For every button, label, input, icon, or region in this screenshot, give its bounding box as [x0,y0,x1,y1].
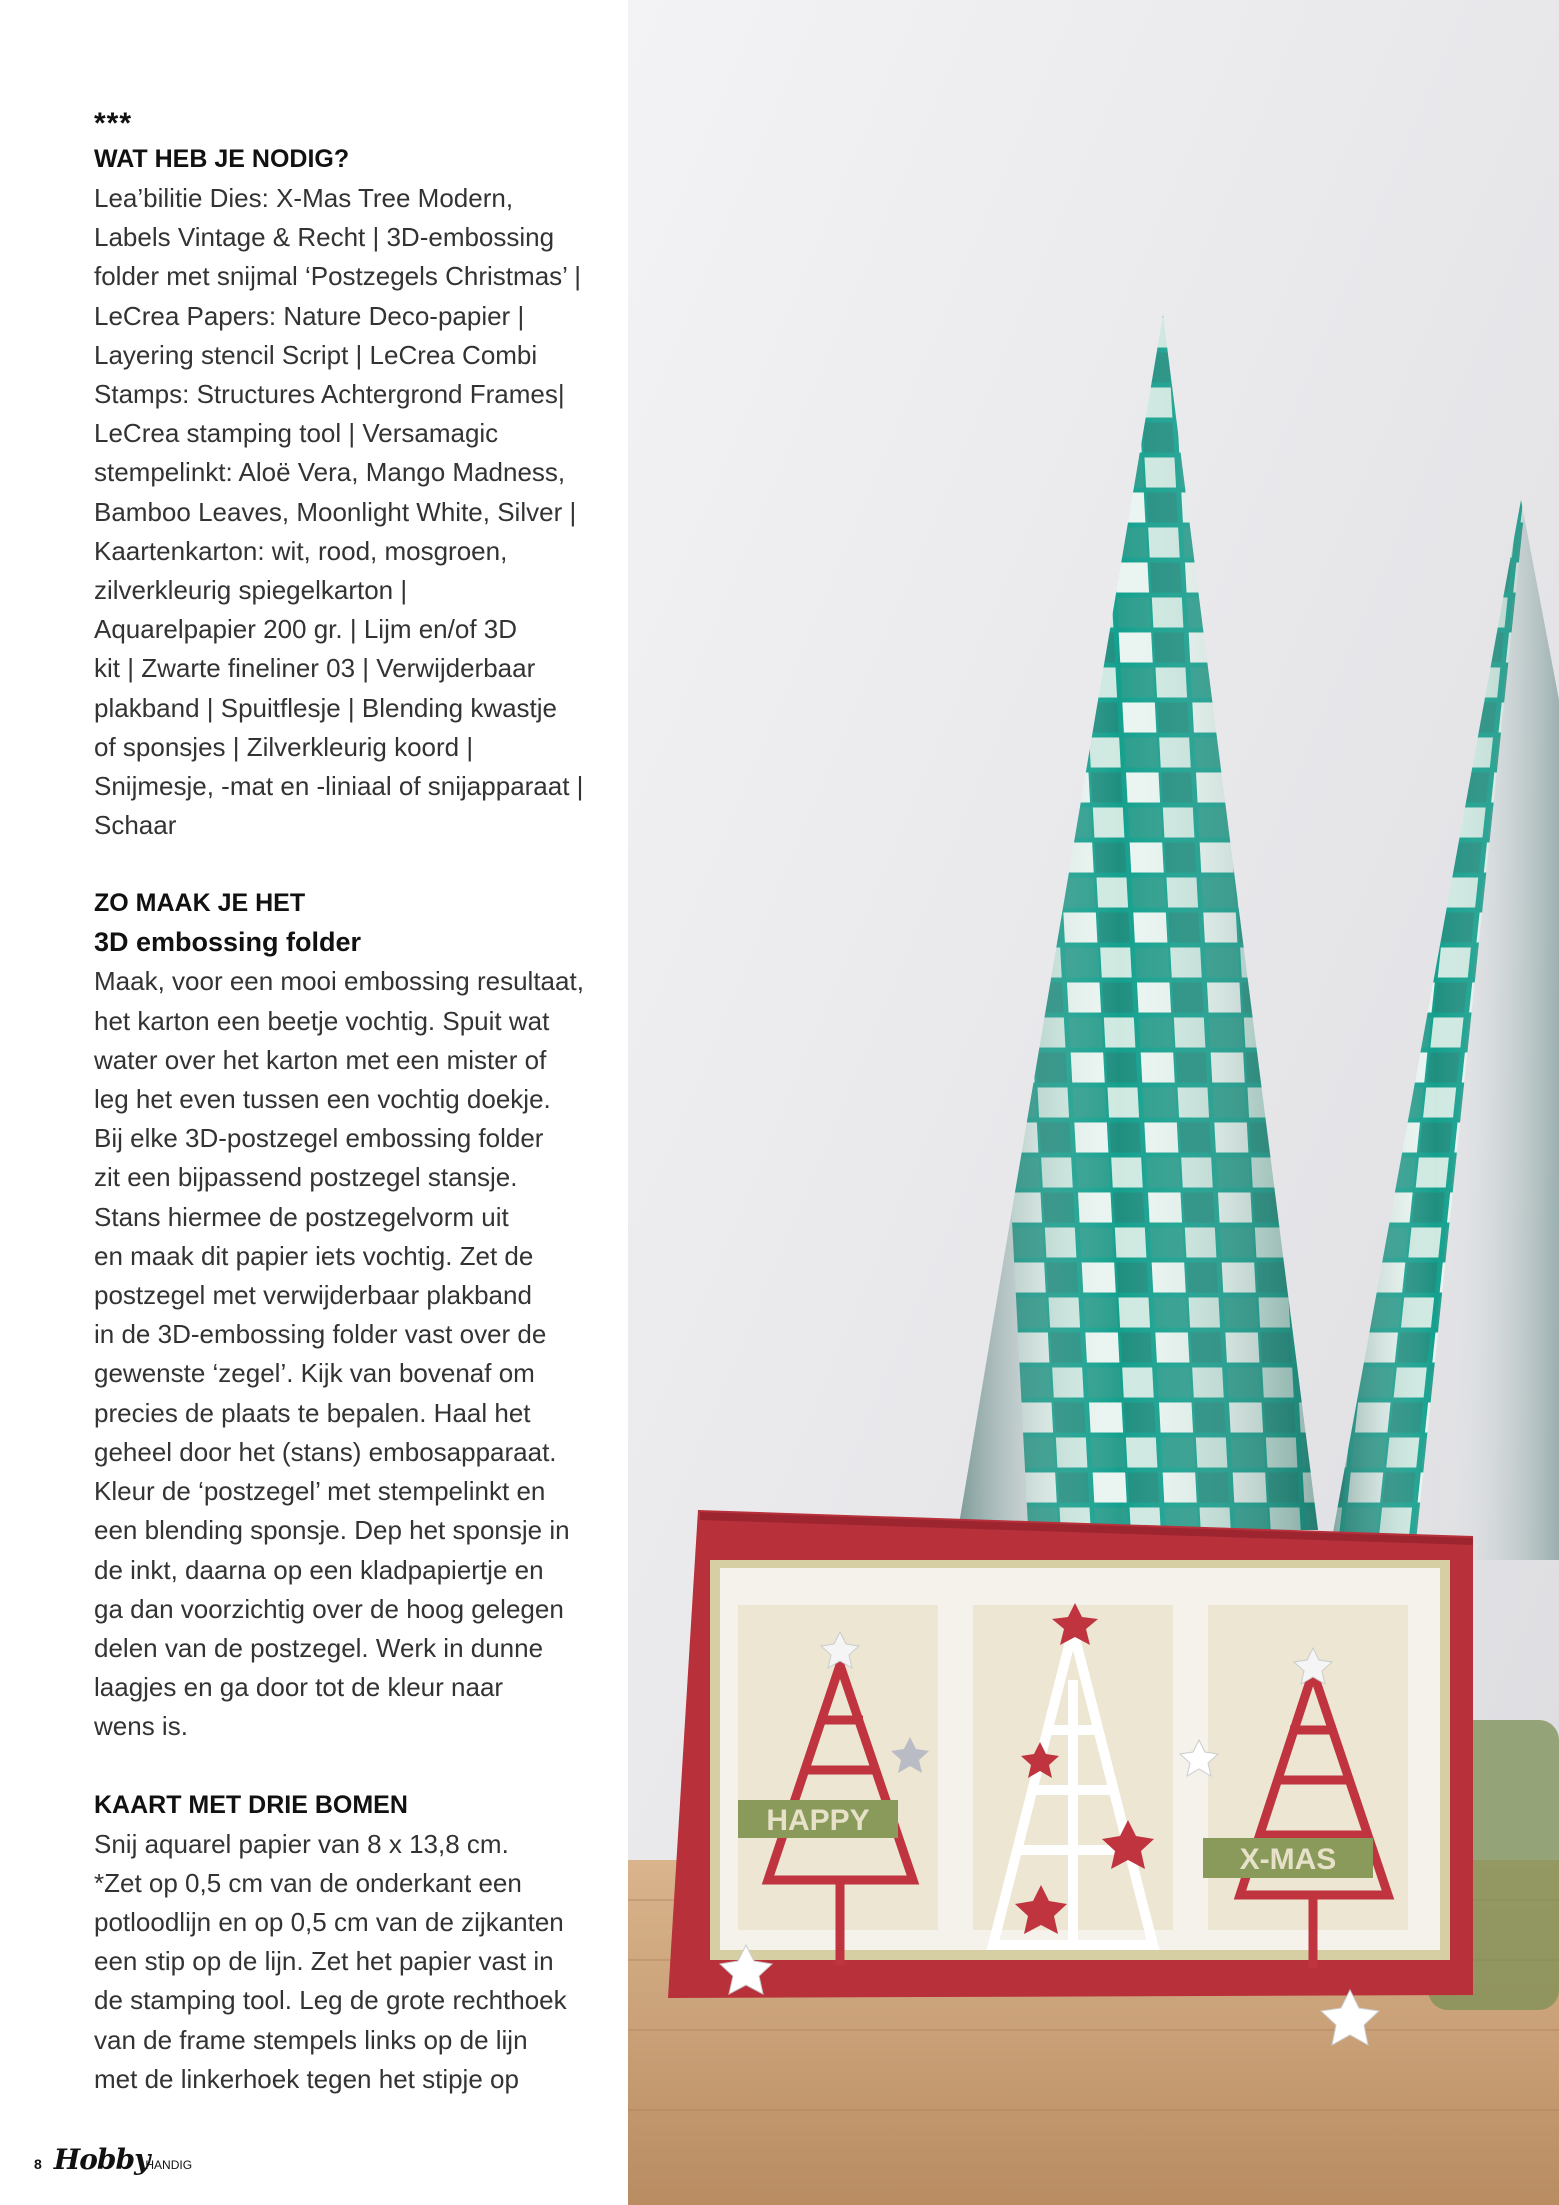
card-line: een stip op de lijn. Zet het papier vast in [94,1946,554,1977]
brand-logo-sub: HANDIG [145,2158,193,2172]
materials-line: Kaartenkarton: wit, rood, mosgroen, [94,535,508,566]
photo-illustration [628,0,1559,2205]
page-number: 8 [34,2156,42,2172]
embossing-line: precies de plaats te bepalen. Haal het [94,1397,531,1428]
materials-line: kit | Zwarte fineliner 03 | Verwijderbaar [94,653,536,684]
materials-line: Aquarelpapier 200 gr. | Lijm en/of 3D [94,614,518,645]
materials-line: LeCrea stamping tool | Versamagic [94,418,499,449]
embossing-line: water over het karton met een mister of [94,1044,547,1075]
embossing-line: postzegel met verwijderbaar plakband [94,1280,532,1311]
embossing-line: geheel door het (stans) embosapparaat. [94,1436,557,1467]
embossing-line: Stans hiermee de postzegelvorm uit [94,1201,509,1232]
christmas-card [668,1510,1473,2045]
embossing-line: in de 3D-embossing folder vast over de [94,1319,547,1350]
embossing-line: de inkt, daarna op een kladpapiertje en [94,1554,544,1585]
materials-line: zilverkleurig spiegelkarton | [94,575,408,606]
embossing-line: Bij elke 3D-postzegel embossing folder [94,1123,544,1154]
card-line: met de linkerhoek tegen het stipje op [94,2063,519,2094]
christmas-card-photo [628,0,1559,2205]
embossing-subheading: 3D embossing folder [94,927,362,958]
materials-line: Bamboo Leaves, Moonlight White, Silver | [94,496,577,527]
brand-logo-main: Hobby [53,2143,150,2176]
embossing-line: een blending sponsje. Dep het sponsje in [94,1515,570,1546]
article-text-column [94,108,614,2099]
page-footer [34,2143,192,2176]
card-line: *Zet op 0,5 cm van de onderkant een [94,1867,522,1898]
embossing-line: wens is. [94,1711,188,1742]
embossing-line: Maak, voor een mooi embossing resultaat, [94,966,584,997]
embossing-paragraph [94,962,614,1746]
embossing-line: ga dan voorzichtig over de hoog gelegen [94,1593,564,1624]
spacer [94,845,614,884]
embossing-line: zit een bijpassend postzegel stansje. [94,1162,518,1193]
card-line: potloodlijn en op 0,5 cm van de zijkanten [94,1906,564,1937]
card-heading: KAART MET DRIE BOMEN [94,1790,408,1819]
materials-line: Snijmesje, -mat en -liniaal of snijapparaat | [94,771,584,802]
materials-line: Schaar [94,810,177,841]
materials-line: stempelinkt: Aloë Vera, Mango Madness, [94,457,566,488]
xmas-label: X-MAS [1239,1843,1337,1876]
happy-label: HAPPY [766,1804,870,1837]
materials-line: plakband | Spuitflesje | Blending kwastje [94,692,558,723]
spacer [94,1747,614,1786]
card-paragraph [94,1825,614,2099]
brand-logo [54,2143,192,2176]
card-line: de stamping tool. Leg de grote rechthoek [94,1985,567,2016]
materials-line: folder met snijmal ‘Postzegels Christmas’ | [94,261,581,292]
card-line: Snij aquarel papier van 8 x 13,8 cm. [94,1828,509,1859]
card-line: van de frame stempels links op de lijn [94,2024,528,2055]
materials-heading: WAT HEB JE NODIG? [94,145,350,173]
materials-line: Lea’bilitie Dies: X-Mas Tree Modern, [94,183,514,213]
materials-line: Stamps: Structures Achtergrond Frames| [94,379,565,410]
embossing-line: Kleur de ‘postzegel’ met stempelinkt en [94,1476,546,1507]
embossing-line: gewenste ‘zegel’. Kijk van bovenaf om [94,1358,535,1389]
method-heading: ZO MAAK JE HET [94,889,306,918]
materials-line: Labels Vintage & Recht | 3D-embossing [94,222,555,253]
materials-line: of sponsjes | Zilverkleurig koord | [94,731,474,762]
materials-list [94,179,614,845]
section-separator-stars: *** [94,107,133,140]
embossing-line: delen van de postzegel. Werk in dunne [94,1632,544,1663]
embossing-line: leg het even tussen een vochtig doekje. [94,1084,551,1115]
materials-line: Layering stencil Script | LeCrea Combi [94,339,538,370]
materials-line: LeCrea Papers: Nature Deco-papier | [94,300,525,331]
embossing-line: laagjes en ga door tot de kleur naar [94,1672,504,1703]
embossing-line: het karton een beetje vochtig. Spuit wat [94,1005,550,1036]
embossing-line: en maak dit papier iets vochtig. Zet de [94,1240,534,1271]
